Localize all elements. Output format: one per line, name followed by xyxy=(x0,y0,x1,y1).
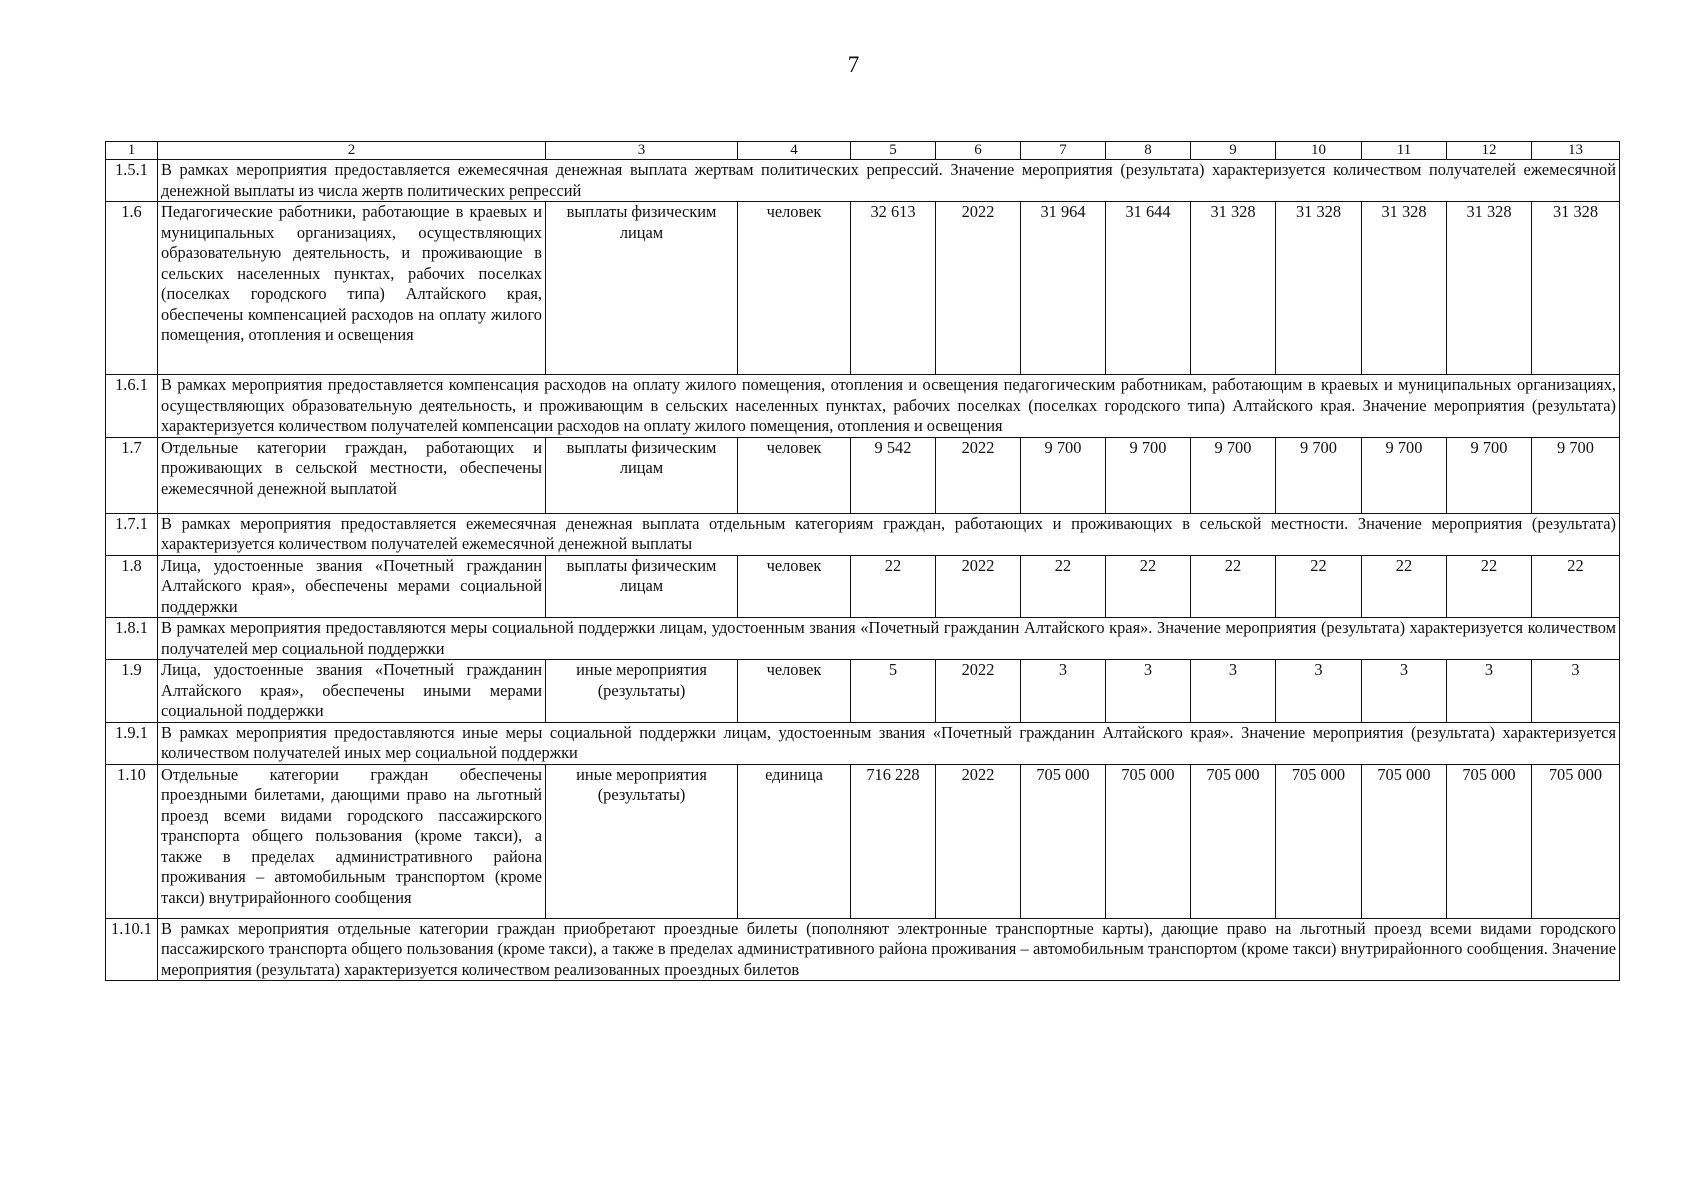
page-number: 7 xyxy=(847,52,860,77)
result-type: выплаты физическим лицам xyxy=(546,555,738,618)
value-col-8: 705 000 xyxy=(1106,764,1191,918)
value-col-9: 3 xyxy=(1191,660,1276,723)
result-type: выплаты физическим лицам xyxy=(546,437,738,513)
description-row xyxy=(106,513,1620,555)
unit-of-measure: человек xyxy=(738,660,851,723)
row-description: В рамках мероприятия предоставляется ежемесячная денежная выплата отдельным категориям граждан, работающих и проживающих в сельской местности. Значение мероприятия (результата) характеризуется количеством получателей ежемесячной денежной выплаты xyxy=(158,513,1620,555)
value-col-9: 9 700 xyxy=(1191,437,1276,513)
column-number: 8 xyxy=(1106,142,1191,160)
row-description: В рамках мероприятия предоставляются иные меры социальной поддержки лицам, удостоенным звания «Почетный гражданин Алтайского края». Значение мероприятия (результата) характеризуется количеством получателей иных мер социальной поддержки xyxy=(158,722,1620,764)
value-col-10: 705 000 xyxy=(1276,764,1362,918)
value-col-9: 22 xyxy=(1191,555,1276,618)
base-year: 2022 xyxy=(936,437,1021,513)
result-type: выплаты физическим лицам xyxy=(546,202,738,375)
row-number: 1.10 xyxy=(106,764,158,918)
value-col-8: 3 xyxy=(1106,660,1191,723)
value-col-13: 3 xyxy=(1532,660,1620,723)
value-col-11: 705 000 xyxy=(1362,764,1447,918)
column-number: 5 xyxy=(851,142,936,160)
indicator-row xyxy=(106,555,1620,618)
value-col-11: 3 xyxy=(1362,660,1447,723)
row-number: 1.10.1 xyxy=(106,918,158,981)
row-description: В рамках мероприятия предоставляются меры социальной поддержки лицам, удостоенным звания «Почетный гражданин Алтайского края». Значение мероприятия (результата) характеризуется количеством получателей мер социальной поддержки xyxy=(158,618,1620,660)
row-number: 1.8 xyxy=(106,555,158,618)
row-number: 1.6.1 xyxy=(106,375,158,438)
indicator-name: Лица, удостоенные звания «Почетный гражданин Алтайского края», обеспечены мерами социальной поддержки xyxy=(158,555,546,618)
value-col-11: 31 328 xyxy=(1362,202,1447,375)
value-col-12: 31 328 xyxy=(1447,202,1532,375)
indicator-row xyxy=(106,202,1620,375)
column-number-row xyxy=(106,142,1620,160)
indicators-table xyxy=(105,141,1620,981)
value-col-12: 9 700 xyxy=(1447,437,1532,513)
base-value: 22 xyxy=(851,555,936,618)
description-row xyxy=(106,160,1620,202)
description-row xyxy=(106,618,1620,660)
description-row xyxy=(106,722,1620,764)
column-number: 3 xyxy=(546,142,738,160)
row-number: 1.7 xyxy=(106,437,158,513)
column-number: 1 xyxy=(106,142,158,160)
description-row xyxy=(106,918,1620,981)
indicator-row xyxy=(106,660,1620,723)
column-number: 10 xyxy=(1276,142,1362,160)
value-col-10: 31 328 xyxy=(1276,202,1362,375)
result-type: иные мероприятия (результаты) xyxy=(546,660,738,723)
value-col-10: 22 xyxy=(1276,555,1362,618)
value-col-10: 3 xyxy=(1276,660,1362,723)
base-year: 2022 xyxy=(936,202,1021,375)
indicator-row xyxy=(106,437,1620,513)
value-col-13: 31 328 xyxy=(1532,202,1620,375)
base-value: 5 xyxy=(851,660,936,723)
base-value: 716 228 xyxy=(851,764,936,918)
row-description: В рамках мероприятия предоставляется компенсация расходов на оплату жилого помещения, отопления и освещения педагогическим работникам, работающим в краевых и муниципальных организациях, осуществляющих образовательную деятельность, и проживающим в сельских населенных пунктах, рабочих поселках (поселках городского типа) Алтайского края. Значение мероприятия (результата) характеризуется количеством получателей компенсации расходов на оплату жилого помещения, отопления и освещения xyxy=(158,375,1620,438)
column-number: 7 xyxy=(1021,142,1106,160)
value-col-9: 31 328 xyxy=(1191,202,1276,375)
value-col-7: 31 964 xyxy=(1021,202,1106,375)
indicator-row xyxy=(106,764,1620,918)
value-col-7: 9 700 xyxy=(1021,437,1106,513)
row-description: В рамках мероприятия предоставляется ежемесячная денежная выплата жертвам политических репрессий. Значение мероприятия (результата) характеризуется количеством получателей ежемесячной денежной выплаты из числа жертв политических репрессий xyxy=(158,160,1620,202)
value-col-13: 9 700 xyxy=(1532,437,1620,513)
column-number: 6 xyxy=(936,142,1021,160)
value-col-10: 9 700 xyxy=(1276,437,1362,513)
row-number: 1.7.1 xyxy=(106,513,158,555)
column-number: 13 xyxy=(1532,142,1620,160)
indicator-name: Педагогические работники, работающие в краевых и муниципальных организациях, осуществляющих образовательную деятельность, и проживающие в сельских населенных пунктах, рабочих поселках (поселках городского типа) Алтайского края, обеспечены компенсацией расходов на оплату жилого помещения, отопления и освещения xyxy=(158,202,546,375)
base-year: 2022 xyxy=(936,660,1021,723)
column-number: 4 xyxy=(738,142,851,160)
base-year: 2022 xyxy=(936,555,1021,618)
row-number: 1.9.1 xyxy=(106,722,158,764)
unit-of-measure: человек xyxy=(738,202,851,375)
row-number: 1.8.1 xyxy=(106,618,158,660)
indicator-name: Лица, удостоенные звания «Почетный гражданин Алтайского края», обеспечены иными мерами социальной поддержки xyxy=(158,660,546,723)
value-col-13: 22 xyxy=(1532,555,1620,618)
result-type: иные мероприятия (результаты) xyxy=(546,764,738,918)
unit-of-measure: единица xyxy=(738,764,851,918)
value-col-11: 22 xyxy=(1362,555,1447,618)
row-description: В рамках мероприятия отдельные категории граждан приобретают проездные билеты (пополняют электронные транспортные карты), дающие право на льготный проезд всеми видами городского пассажирского транспорта общего пользования (кроме такси), а также в пределах административного района проживания – автомобильным транспортом (кроме такси) внутрирайонного сообщения. Значение мероприятия (результата) характеризуется количеством реализованных проездных билетов xyxy=(158,918,1620,981)
value-col-13: 705 000 xyxy=(1532,764,1620,918)
row-number: 1.6 xyxy=(106,202,158,375)
value-col-9: 705 000 xyxy=(1191,764,1276,918)
value-col-12: 22 xyxy=(1447,555,1532,618)
value-col-12: 3 xyxy=(1447,660,1532,723)
column-number: 9 xyxy=(1191,142,1276,160)
table-body xyxy=(106,142,1620,981)
value-col-8: 31 644 xyxy=(1106,202,1191,375)
indicator-name: Отдельные категории граждан обеспечены проездными билетами, дающими право на льготный проезд всеми видами городского пассажирского транспорта общего пользования (кроме такси), а также в пределах административного района проживания – автомобильным транспортом (кроме такси) внутрирайонного сообщения xyxy=(158,764,546,918)
base-year: 2022 xyxy=(936,764,1021,918)
row-number: 1.5.1 xyxy=(106,160,158,202)
value-col-7: 3 xyxy=(1021,660,1106,723)
column-number: 12 xyxy=(1447,142,1532,160)
value-col-8: 9 700 xyxy=(1106,437,1191,513)
unit-of-measure: человек xyxy=(738,437,851,513)
description-row xyxy=(106,375,1620,438)
value-col-12: 705 000 xyxy=(1447,764,1532,918)
value-col-11: 9 700 xyxy=(1362,437,1447,513)
base-value: 32 613 xyxy=(851,202,936,375)
column-number: 2 xyxy=(158,142,546,160)
row-number: 1.9 xyxy=(106,660,158,723)
unit-of-measure: человек xyxy=(738,555,851,618)
value-col-7: 22 xyxy=(1021,555,1106,618)
indicator-name: Отдельные категории граждан, работающих и проживающих в сельской местности, обеспечены ежемесячной денежной выплатой xyxy=(158,437,546,513)
base-value: 9 542 xyxy=(851,437,936,513)
value-col-7: 705 000 xyxy=(1021,764,1106,918)
value-col-8: 22 xyxy=(1106,555,1191,618)
column-number: 11 xyxy=(1362,142,1447,160)
